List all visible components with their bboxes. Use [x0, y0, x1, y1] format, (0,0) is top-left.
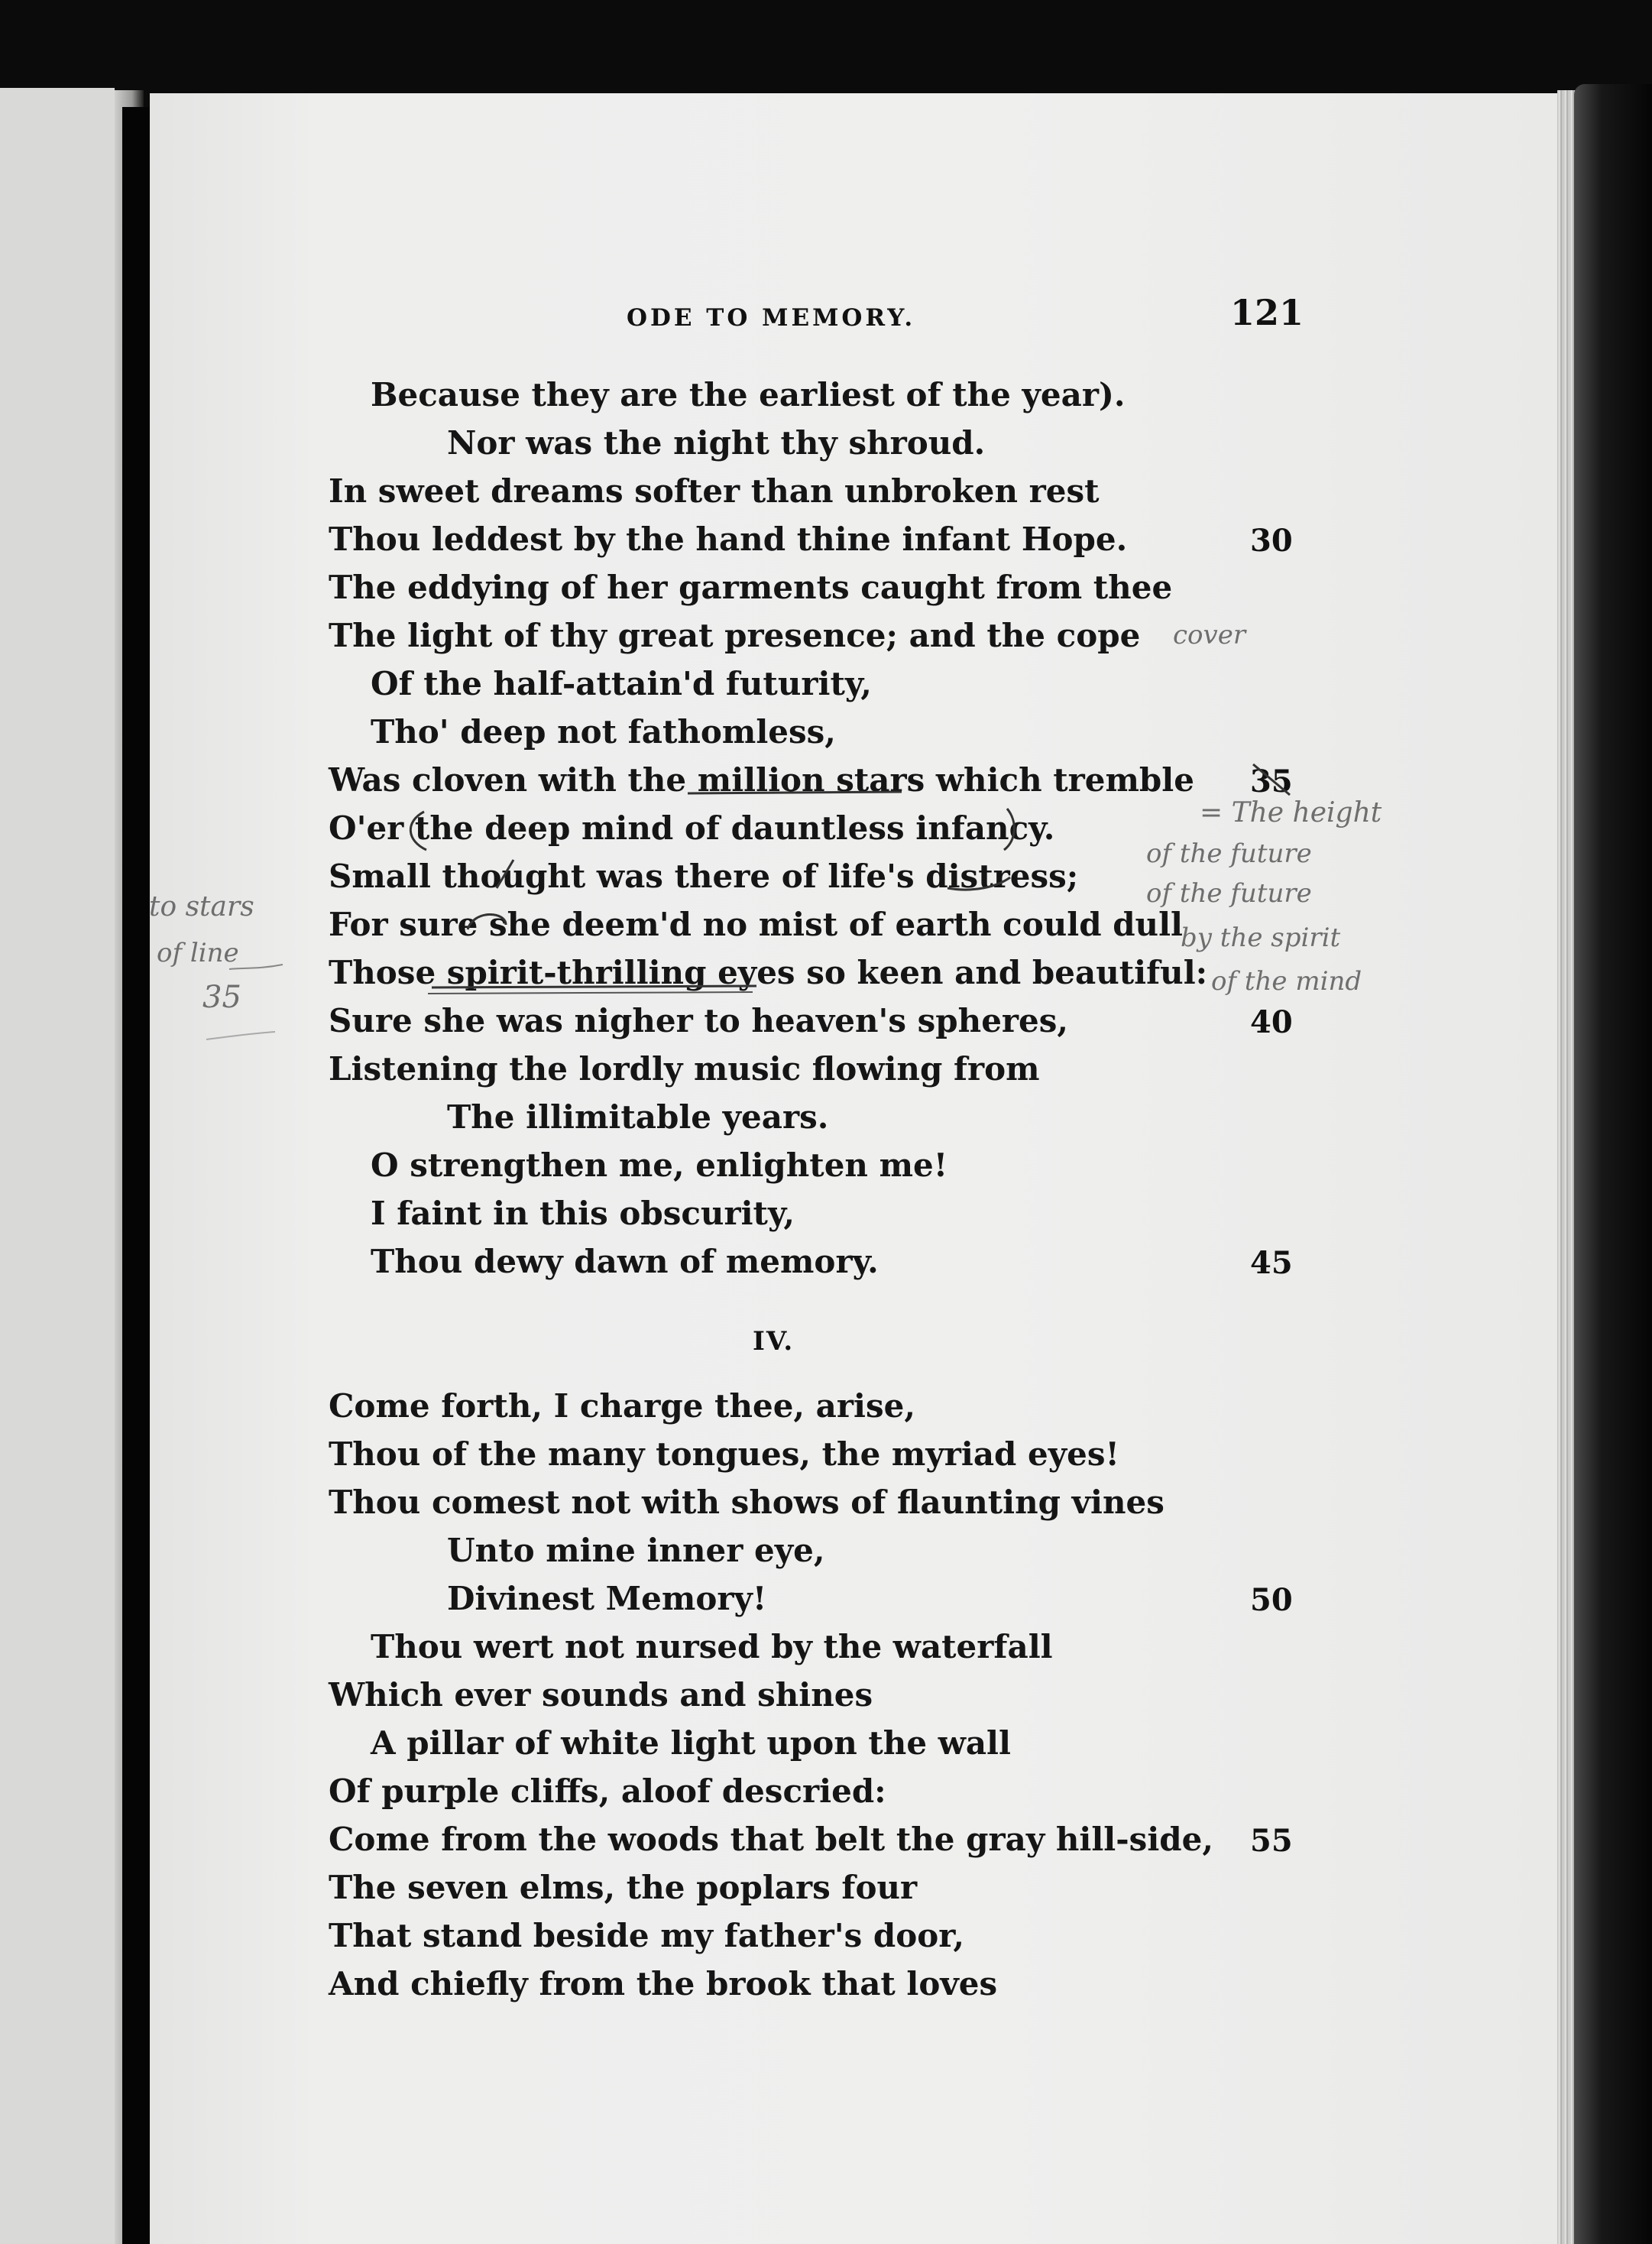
line-number: 30: [1250, 523, 1293, 559]
verse-line: Thou leddest by the hand thine infant Hope.: [329, 520, 1128, 558]
line-number: 50: [1250, 1582, 1293, 1618]
verse-line: For sure she deem'd no mist of earth could dull: [329, 906, 1184, 943]
verse-line: A pillar of white light upon the wall: [371, 1724, 1011, 1762]
line-number: 40: [1250, 1004, 1293, 1040]
verse-line: Of purple cliffs, aloof descried:: [329, 1772, 886, 1810]
verse-line: Listening the lordly music flowing from: [329, 1050, 1040, 1088]
verse-line: Thou of the many tongues, the myriad eyes!: [329, 1435, 1119, 1473]
marginal-note-cover: cover: [1173, 620, 1246, 650]
marginal-note-right: of the future: [1146, 878, 1312, 909]
marginal-note-left: 35: [202, 980, 241, 1015]
line-number: 55: [1250, 1823, 1293, 1859]
verse-line: That stand beside my father's door,: [329, 1917, 964, 1954]
book-gutter: [122, 107, 150, 2244]
verse-line: Come from the woods that belt the gray hill-side,: [329, 1821, 1213, 1858]
verse-line: The illimitable years.: [447, 1098, 829, 1136]
verse-line: Which ever sounds and shines: [329, 1676, 873, 1714]
verse-line: Sure she was nigher to heaven's spheres,: [329, 1002, 1069, 1039]
running-head: ODE TO MEMORY.: [627, 304, 916, 332]
marginal-note-right: = The height: [1200, 797, 1382, 829]
verse-line: Was cloven with the million stars which tremble: [329, 761, 1194, 799]
verse-line: Unto mine inner eye,: [447, 1532, 825, 1569]
marginal-note-right: of the mind: [1211, 966, 1362, 997]
verse-line: Thou wert not nursed by the waterfall: [371, 1628, 1053, 1665]
facing-page: [0, 88, 115, 2244]
verse-line: Tho' deep not fathomless,: [371, 713, 836, 751]
verse-line: Of the half-attain'd futurity,: [371, 665, 872, 702]
verse-line: Small thought was there of life's distress;: [329, 858, 1079, 895]
marginal-note-left: to stars: [149, 891, 254, 923]
verse-line: O'er the deep mind of dauntless infancy.: [329, 809, 1055, 847]
line-number: 35: [1250, 764, 1293, 799]
verse-line: Thou comest not with shows of flaunting vines: [329, 1484, 1164, 1521]
verse-line: The light of thy great presence; and the cope: [329, 617, 1141, 654]
verse-line: In sweet dreams softer than unbroken rest: [329, 472, 1100, 510]
marginal-note-left: of line: [157, 938, 239, 968]
verse-line: Thou dewy dawn of memory.: [371, 1243, 879, 1280]
line-number: 45: [1250, 1245, 1293, 1281]
verse-line: And chiefly from the brook that loves: [329, 1965, 998, 2002]
verse-line: I faint in this obscurity,: [371, 1195, 795, 1232]
page-number: 121: [1230, 292, 1304, 333]
verse-line: Divinest Memory!: [447, 1580, 767, 1617]
marginal-note-right: of the future: [1146, 838, 1312, 869]
section-heading: IV.: [753, 1326, 795, 1357]
book-cover-edge: [1574, 84, 1652, 2244]
verse-line: The eddying of her garments caught from thee: [329, 569, 1173, 606]
marginal-note-right: by the spirit: [1181, 923, 1341, 953]
verse-line: The seven elms, the poplars four: [329, 1869, 918, 1906]
verse-line: Those spirit-thrilling eyes so keen and beautiful:: [329, 954, 1208, 991]
verse-line: O strengthen me, enlighten me!: [371, 1146, 948, 1184]
verse-line: Nor was the night thy shroud.: [447, 424, 986, 462]
verse-line: Come forth, I charge thee, arise,: [329, 1387, 915, 1425]
verse-line: Because they are the earliest of the year).: [371, 376, 1126, 413]
